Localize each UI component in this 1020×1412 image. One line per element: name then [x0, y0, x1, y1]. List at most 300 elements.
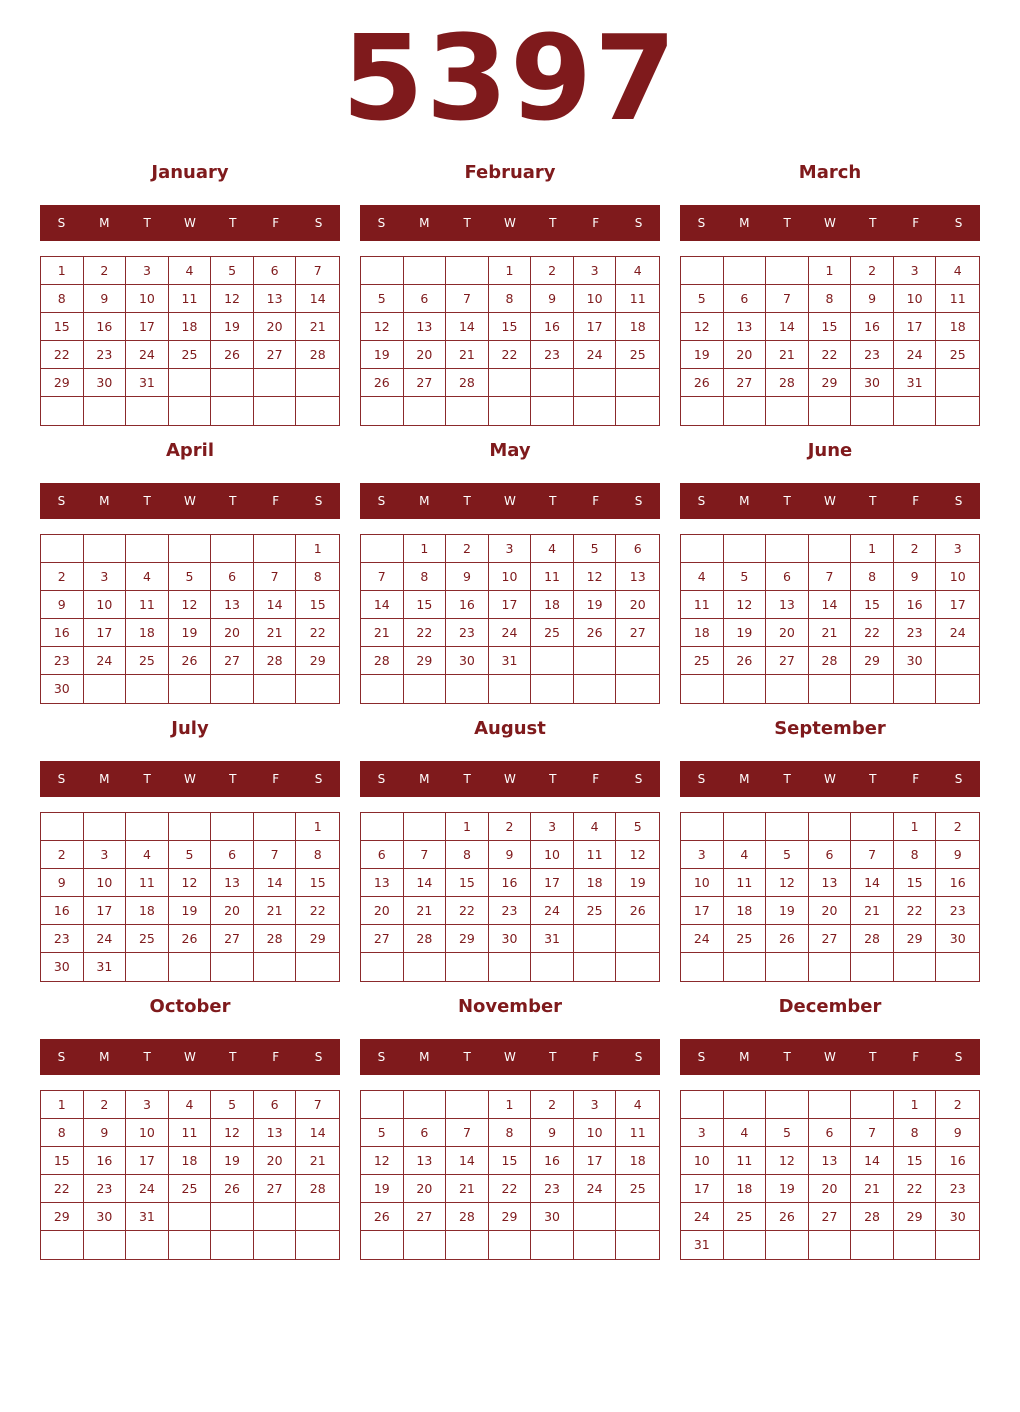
empty-day-cell	[936, 1231, 979, 1259]
days-grid	[680, 1090, 980, 1260]
empty-day-cell	[724, 535, 767, 563]
day-cell: 21	[851, 897, 894, 925]
day-cell: 6	[254, 257, 297, 285]
empty-day-cell	[574, 647, 617, 675]
day-cell: 4	[724, 841, 767, 869]
day-cell: 12	[361, 313, 404, 341]
day-cell: 12	[574, 563, 617, 591]
empty-day-cell	[894, 397, 937, 425]
empty-day-cell	[616, 1203, 659, 1231]
weekday-label: M	[739, 1050, 750, 1064]
day-cell: 25	[169, 341, 212, 369]
day-cell: 24	[894, 341, 937, 369]
empty-day-cell	[404, 675, 447, 703]
day-cell: 10	[574, 1119, 617, 1147]
day-cell: 29	[809, 369, 852, 397]
days-grid	[360, 534, 660, 704]
day-cell: 17	[126, 313, 169, 341]
day-cell: 7	[296, 257, 339, 285]
day-cell: 29	[41, 369, 84, 397]
day-cell: 8	[446, 841, 489, 869]
empty-day-cell	[126, 1231, 169, 1259]
month-title: June	[807, 440, 853, 461]
day-cell: 30	[936, 1203, 979, 1231]
empty-day-cell	[681, 1091, 724, 1119]
day-cell: 23	[489, 897, 532, 925]
day-cell: 9	[936, 841, 979, 869]
day-cell: 11	[616, 1119, 659, 1147]
day-cell: 6	[211, 563, 254, 591]
day-cell: 27	[254, 1175, 297, 1203]
day-cell: 3	[681, 1119, 724, 1147]
day-cell: 28	[851, 1203, 894, 1231]
empty-day-cell	[574, 953, 617, 981]
day-cell: 13	[211, 591, 254, 619]
day-cell: 26	[169, 925, 212, 953]
day-cell: 15	[446, 869, 489, 897]
day-cell: 27	[211, 647, 254, 675]
days-grid	[40, 1090, 340, 1260]
day-cell: 1	[894, 813, 937, 841]
day-cell: 29	[446, 925, 489, 953]
empty-day-cell	[126, 535, 169, 563]
weekday-label: M	[99, 494, 110, 508]
day-cell: 4	[936, 257, 979, 285]
day-cell: 3	[489, 535, 532, 563]
days-grid	[360, 256, 660, 426]
day-cell: 13	[809, 869, 852, 897]
day-cell: 20	[616, 591, 659, 619]
day-cell: 22	[489, 1175, 532, 1203]
day-cell: 21	[446, 341, 489, 369]
empty-day-cell	[851, 953, 894, 981]
day-cell: 1	[404, 535, 447, 563]
empty-day-cell	[296, 675, 339, 703]
empty-day-cell	[531, 675, 574, 703]
day-cell: 21	[809, 619, 852, 647]
weekday-label: T	[869, 1050, 877, 1064]
day-cell: 1	[296, 535, 339, 563]
empty-day-cell	[404, 1231, 447, 1259]
empty-day-cell	[169, 1231, 212, 1259]
day-cell: 18	[724, 897, 767, 925]
day-cell: 31	[126, 369, 169, 397]
day-cell: 12	[766, 869, 809, 897]
empty-day-cell	[809, 675, 852, 703]
weekday-header	[680, 761, 980, 797]
day-cell: 26	[681, 369, 724, 397]
day-cell: 18	[574, 869, 617, 897]
day-cell: 18	[169, 1147, 212, 1175]
empty-day-cell	[894, 1231, 937, 1259]
weekday-label: S	[954, 494, 963, 508]
empty-day-cell	[681, 257, 724, 285]
month-title: May	[489, 440, 531, 461]
day-cell: 23	[936, 1175, 979, 1203]
day-cell: 16	[531, 313, 574, 341]
day-cell: 13	[404, 313, 447, 341]
day-cell: 23	[41, 647, 84, 675]
empty-day-cell	[489, 953, 532, 981]
day-cell: 29	[851, 647, 894, 675]
empty-day-cell	[361, 675, 404, 703]
day-cell: 6	[254, 1091, 297, 1119]
weekday-label: S	[954, 216, 963, 230]
day-cell: 22	[41, 341, 84, 369]
weekday-header	[40, 1039, 340, 1075]
day-cell: 2	[894, 535, 937, 563]
weekday-label: M	[739, 772, 750, 786]
empty-day-cell	[489, 1231, 532, 1259]
day-cell: 8	[894, 841, 937, 869]
day-cell: 23	[936, 897, 979, 925]
day-cell: 30	[851, 369, 894, 397]
day-cell: 1	[446, 813, 489, 841]
day-cell: 27	[616, 619, 659, 647]
day-cell: 23	[446, 619, 489, 647]
day-cell: 31	[681, 1231, 724, 1259]
empty-day-cell	[531, 953, 574, 981]
day-cell: 24	[681, 925, 724, 953]
day-cell: 28	[254, 925, 297, 953]
empty-day-cell	[724, 1091, 767, 1119]
empty-day-cell	[681, 397, 724, 425]
weekday-header	[360, 483, 660, 519]
day-cell: 23	[41, 925, 84, 953]
day-cell: 20	[211, 619, 254, 647]
day-cell: 8	[41, 1119, 84, 1147]
day-cell: 2	[851, 257, 894, 285]
empty-day-cell	[84, 397, 127, 425]
day-cell: 6	[361, 841, 404, 869]
empty-day-cell	[41, 813, 84, 841]
day-cell: 15	[296, 869, 339, 897]
day-cell: 28	[766, 369, 809, 397]
weekday-label: M	[419, 494, 430, 508]
day-cell: 28	[809, 647, 852, 675]
day-cell: 22	[809, 341, 852, 369]
day-cell: 25	[616, 1175, 659, 1203]
day-cell: 14	[296, 1119, 339, 1147]
day-cell: 21	[851, 1175, 894, 1203]
day-cell: 24	[126, 341, 169, 369]
weekday-label: S	[634, 772, 643, 786]
day-cell: 8	[296, 563, 339, 591]
day-cell: 11	[169, 285, 212, 313]
day-cell: 1	[41, 257, 84, 285]
day-cell: 24	[531, 897, 574, 925]
day-cell: 14	[851, 1147, 894, 1175]
day-cell: 10	[681, 869, 724, 897]
day-cell: 31	[489, 647, 532, 675]
day-cell: 19	[766, 897, 809, 925]
day-cell: 28	[361, 647, 404, 675]
day-cell: 19	[766, 1175, 809, 1203]
weekday-label: T	[783, 216, 791, 230]
day-cell: 30	[531, 1203, 574, 1231]
day-cell: 25	[936, 341, 979, 369]
day-cell: 22	[41, 1175, 84, 1203]
day-cell: 22	[851, 619, 894, 647]
day-cell: 27	[361, 925, 404, 953]
empty-day-cell	[616, 953, 659, 981]
day-cell: 6	[404, 1119, 447, 1147]
day-cell: 9	[489, 841, 532, 869]
day-cell: 8	[489, 285, 532, 313]
day-cell: 17	[126, 1147, 169, 1175]
day-cell: 2	[936, 1091, 979, 1119]
day-cell: 28	[254, 647, 297, 675]
day-cell: 15	[489, 1147, 532, 1175]
month-title: February	[464, 162, 556, 183]
day-cell: 20	[211, 897, 254, 925]
month-title: January	[151, 162, 229, 183]
day-cell: 19	[681, 341, 724, 369]
day-cell: 2	[41, 841, 84, 869]
day-cell: 22	[489, 341, 532, 369]
empty-day-cell	[361, 535, 404, 563]
day-cell: 27	[404, 369, 447, 397]
day-cell: 25	[126, 925, 169, 953]
day-cell: 18	[616, 1147, 659, 1175]
day-cell: 17	[936, 591, 979, 619]
day-cell: 20	[404, 1175, 447, 1203]
day-cell: 30	[41, 953, 84, 981]
day-cell: 24	[84, 647, 127, 675]
empty-day-cell	[404, 257, 447, 285]
day-cell: 5	[211, 257, 254, 285]
day-cell: 27	[766, 647, 809, 675]
empty-day-cell	[126, 953, 169, 981]
day-cell: 16	[41, 897, 84, 925]
empty-day-cell	[254, 813, 297, 841]
empty-day-cell	[84, 813, 127, 841]
day-cell: 7	[446, 285, 489, 313]
day-cell: 16	[894, 591, 937, 619]
day-cell: 17	[574, 1147, 617, 1175]
month-title: March	[798, 162, 862, 183]
weekday-label: F	[912, 1050, 920, 1064]
day-cell: 11	[724, 1147, 767, 1175]
weekday-label: M	[419, 216, 430, 230]
day-cell: 2	[489, 813, 532, 841]
weekday-header	[680, 205, 980, 241]
days-grid	[680, 534, 980, 704]
day-cell: 28	[446, 369, 489, 397]
day-cell: 26	[616, 897, 659, 925]
day-cell: 30	[936, 925, 979, 953]
weekday-label: T	[463, 494, 471, 508]
weekday-label: S	[697, 772, 706, 786]
empty-day-cell	[296, 1231, 339, 1259]
empty-day-cell	[254, 1231, 297, 1259]
day-cell: 10	[126, 1119, 169, 1147]
day-cell: 19	[211, 1147, 254, 1175]
weekday-label: M	[419, 1050, 430, 1064]
empty-day-cell	[41, 535, 84, 563]
weekday-label: S	[954, 772, 963, 786]
day-cell: 26	[169, 647, 212, 675]
day-cell: 5	[766, 841, 809, 869]
day-cell: 25	[169, 1175, 212, 1203]
empty-day-cell	[936, 675, 979, 703]
day-cell: 14	[404, 869, 447, 897]
empty-day-cell	[616, 925, 659, 953]
empty-day-cell	[211, 1203, 254, 1231]
empty-day-cell	[894, 953, 937, 981]
day-cell: 26	[211, 341, 254, 369]
day-cell: 10	[489, 563, 532, 591]
day-cell: 23	[84, 1175, 127, 1203]
empty-day-cell	[126, 397, 169, 425]
weekday-label: M	[419, 772, 430, 786]
empty-day-cell	[211, 675, 254, 703]
weekday-label: W	[504, 494, 516, 508]
weekday-label: S	[697, 1050, 706, 1064]
day-cell: 13	[724, 313, 767, 341]
empty-day-cell	[84, 675, 127, 703]
day-cell: 9	[84, 285, 127, 313]
day-cell: 9	[851, 285, 894, 313]
empty-day-cell	[574, 369, 617, 397]
day-cell: 11	[531, 563, 574, 591]
day-cell: 18	[126, 897, 169, 925]
day-cell: 24	[936, 619, 979, 647]
weekday-label: T	[229, 1050, 237, 1064]
weekday-label: W	[184, 494, 196, 508]
day-cell: 17	[489, 591, 532, 619]
day-cell: 18	[531, 591, 574, 619]
weekday-header	[40, 205, 340, 241]
weekday-label: M	[739, 494, 750, 508]
day-cell: 25	[574, 897, 617, 925]
day-cell: 19	[361, 1175, 404, 1203]
weekday-label: S	[634, 216, 643, 230]
day-cell: 9	[84, 1119, 127, 1147]
day-cell: 6	[809, 841, 852, 869]
weekday-label: S	[377, 494, 386, 508]
day-cell: 29	[404, 647, 447, 675]
day-cell: 17	[681, 897, 724, 925]
weekday-label: F	[912, 494, 920, 508]
empty-day-cell	[809, 1091, 852, 1119]
weekday-label: W	[824, 772, 836, 786]
empty-day-cell	[574, 397, 617, 425]
day-cell: 24	[126, 1175, 169, 1203]
empty-day-cell	[211, 397, 254, 425]
day-cell: 11	[616, 285, 659, 313]
day-cell: 15	[41, 1147, 84, 1175]
day-cell: 12	[361, 1147, 404, 1175]
day-cell: 9	[41, 591, 84, 619]
day-cell: 19	[724, 619, 767, 647]
empty-day-cell	[616, 1231, 659, 1259]
day-cell: 28	[446, 1203, 489, 1231]
day-cell: 13	[404, 1147, 447, 1175]
day-cell: 4	[169, 1091, 212, 1119]
day-cell: 1	[296, 813, 339, 841]
empty-day-cell	[446, 1231, 489, 1259]
day-cell: 12	[169, 591, 212, 619]
day-cell: 5	[574, 535, 617, 563]
day-cell: 22	[894, 1175, 937, 1203]
weekday-label: T	[143, 216, 151, 230]
empty-day-cell	[169, 535, 212, 563]
day-cell: 17	[894, 313, 937, 341]
day-cell: 8	[851, 563, 894, 591]
empty-day-cell	[361, 953, 404, 981]
empty-day-cell	[766, 813, 809, 841]
day-cell: 29	[41, 1203, 84, 1231]
month-title: October	[149, 996, 231, 1017]
day-cell: 20	[254, 313, 297, 341]
weekday-label: F	[272, 216, 280, 230]
weekday-label: F	[592, 216, 600, 230]
day-cell: 8	[41, 285, 84, 313]
day-cell: 7	[404, 841, 447, 869]
day-cell: 22	[296, 619, 339, 647]
weekday-label: W	[184, 216, 196, 230]
day-cell: 11	[574, 841, 617, 869]
day-cell: 27	[404, 1203, 447, 1231]
day-cell: 31	[84, 953, 127, 981]
empty-day-cell	[574, 1203, 617, 1231]
weekday-label: W	[824, 494, 836, 508]
day-cell: 9	[446, 563, 489, 591]
day-cell: 28	[851, 925, 894, 953]
day-cell: 29	[894, 925, 937, 953]
day-cell: 31	[531, 925, 574, 953]
day-cell: 3	[126, 1091, 169, 1119]
day-cell: 19	[169, 897, 212, 925]
day-cell: 28	[404, 925, 447, 953]
day-cell: 6	[809, 1119, 852, 1147]
day-cell: 7	[296, 1091, 339, 1119]
day-cell: 6	[404, 285, 447, 313]
day-cell: 14	[809, 591, 852, 619]
day-cell: 4	[724, 1119, 767, 1147]
day-cell: 18	[724, 1175, 767, 1203]
day-cell: 4	[531, 535, 574, 563]
empty-day-cell	[211, 1231, 254, 1259]
day-cell: 20	[254, 1147, 297, 1175]
day-cell: 1	[41, 1091, 84, 1119]
empty-day-cell	[169, 953, 212, 981]
day-cell: 30	[894, 647, 937, 675]
empty-day-cell	[681, 675, 724, 703]
day-cell: 19	[169, 619, 212, 647]
day-cell: 10	[84, 591, 127, 619]
day-cell: 1	[851, 535, 894, 563]
day-cell: 5	[724, 563, 767, 591]
empty-day-cell	[616, 647, 659, 675]
day-cell: 22	[296, 897, 339, 925]
day-cell: 12	[211, 1119, 254, 1147]
weekday-label: W	[184, 772, 196, 786]
month-title: April	[165, 440, 215, 461]
day-cell: 8	[894, 1119, 937, 1147]
day-cell: 17	[531, 869, 574, 897]
empty-day-cell	[126, 675, 169, 703]
day-cell: 26	[361, 369, 404, 397]
day-cell: 5	[169, 841, 212, 869]
day-cell: 9	[41, 869, 84, 897]
empty-day-cell	[766, 535, 809, 563]
day-cell: 19	[361, 341, 404, 369]
empty-day-cell	[41, 1231, 84, 1259]
day-cell: 18	[681, 619, 724, 647]
day-cell: 21	[254, 619, 297, 647]
